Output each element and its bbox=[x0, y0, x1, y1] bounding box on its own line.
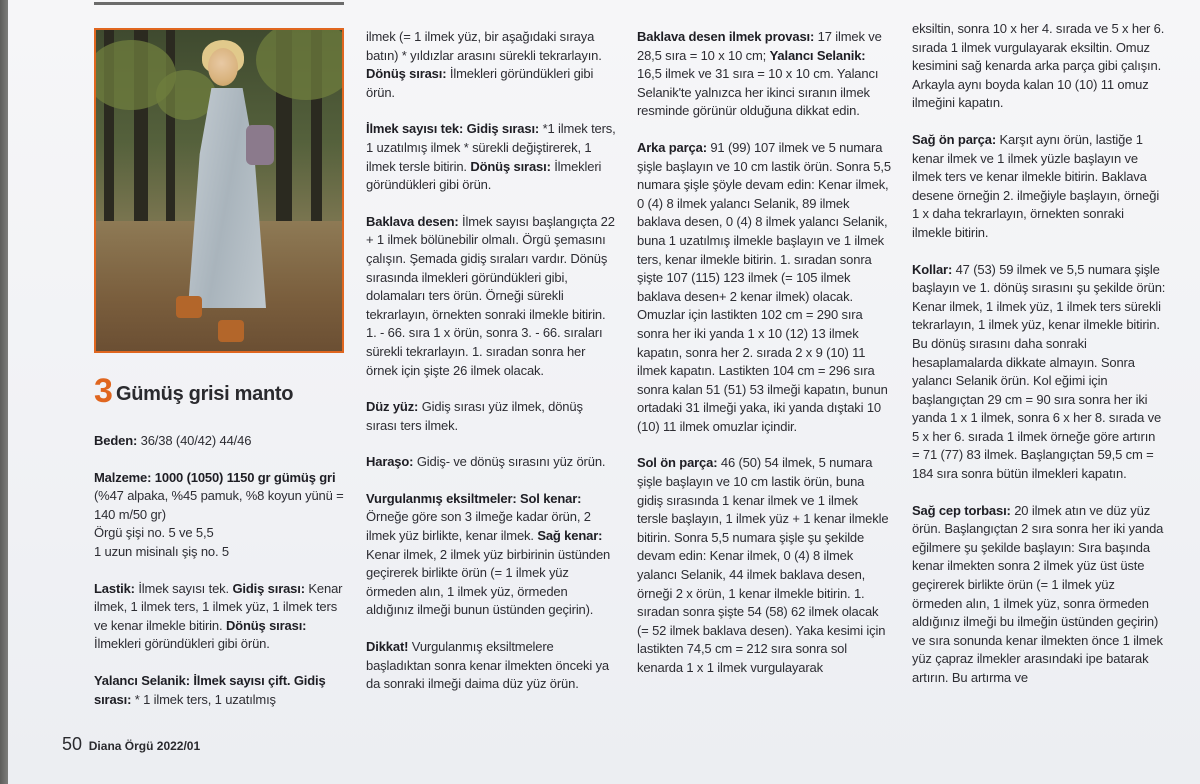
gauge-paragraph: Baklava desen ilmek provası: 17 ilmek ve 28,5 sıra = 10 x 10 cm; Yalancı Selanik: 16,5 ilmek ve 31 sıra = 10 x 10 cm. Yalancı Selanik'te yalnızca her ikinci sıranın ilmek resminde görünür olduğuna dikkat edin. bbox=[637, 29, 882, 119]
sleeves-paragraph: Kollar: 47 (53) 59 ilmek ve 5,5 numara şişle başlayın ve 1. dönüş sırasını şu şekilde örün: Kenar ilmek, 1 ilmek yüz, 1 ilmek ters sürekli tekrarlayın, 1 ilmek yüz, kenar ilmekle bitirin. Bu dönüş sırasını daha sonraki hesaplamalarda dikkate almayın. Sonra yalancı Selanik örün. Kol eğimi için başlangıçtan 29 cm = 90 sıra sonra her iki yanda 1 x 1 ilmek, sonra 6 x her 8. sırada ve 5 x her 6. sırada 1 ilmek örneğe göre artırın = 71 (77) 83 ilmek. Başlangıçtan 59,5 cm = 184 sıra sonra bütün ilmekleri kapatın. bbox=[912, 261, 1166, 482]
right-front-paragraph: Sağ ön parça: Karşıt aynı örün, lastiğe 1 kenar ilmek ve 1 ilmek yüzle başlayın ve ilmek ters ve kenar ilmekle bitirin. Baklava desene örneğin 2. ilmeğiyle başlayın, örneği 1 x daha tekrarlayın, örnekten sonraki ilmekle bitirin. bbox=[912, 131, 1160, 240]
attention-paragraph: Dikkat! Vurgulanmış eksiltmelere başladıktan sonra kenar ilmekten önceki ya da sonraki ilmeği daima düz yüz örün. bbox=[366, 639, 610, 692]
pattern-number: 3 bbox=[94, 372, 113, 410]
material-paragraph: Malzeme: 1000 (1050) 1150 gr gümüş gri (%47 alpaka, %45 pamuk, %8 koyun yünü = 140 m/50 gr) Örgü şişi no. 5 ve 5,5 1 uzun misinalı şiş no. 5 bbox=[94, 469, 344, 559]
column-1 bbox=[94, 432, 344, 727]
garter-paragraph: Haraşo: Gidiş- ve dönüş sırasını yüz örün. bbox=[366, 454, 606, 470]
back-piece-paragraph: Arka parça: 91 (99) 107 ilmek ve 5 numara şişle başlayın ve 10 cm lastik örün. Sonra 5,5 numara şişle şöyle devam edin: Kenar ilmek, 0 (4) 8 ilmek yalancı Selanik, 89 ilmek baklava desen, 0 (4) 8 ilmek yalancı Selanik, buna 1 uzatılmış ilmekle başlayın ve 1 ilmek ters, kenar ilmekle bitirin. 1. sıradan sonra şişte 107 (115) 123 ilmek (= 105 ilmek baklava desen+ 2 kenar ilmek) olacak. Omuzlar için lastikten 102 cm = 290 sıra sonra her iki yanda 1 x 10 (12) 13 ilmek kapatın, sonra her 2. sırada 2 x 9 (10) 11 ilmek kapatın. Lastikten 104 cm = 296 sıra sonra kalan 51 (51) 53 ilmeği kapatın, bunun ortadaki 31 ilmeği yaka, iki yanda dıştaki 10 (10) 11 ilmek omuzlar içindir. bbox=[637, 139, 891, 434]
column-3 bbox=[637, 28, 891, 696]
odd-stitch-paragraph: İlmek sayısı tek: Gidiş sırası: *1 ilmek ters, 1 uzatılmış ilmek * sürekli değiştirerek, 1 ilmek tersle bitirin. Dönüş sırası: İlmekleri göründükleri gibi örün. bbox=[366, 121, 616, 193]
column-4 bbox=[912, 20, 1166, 706]
false-selanik-paragraph: Yalancı Selanik: İlmek sayısı çift. Gidiş sırası: * 1 ilmek ters, 1 uzatılmış bbox=[94, 672, 326, 707]
publication-name: Diana Örgü 2022/01 bbox=[88, 739, 201, 753]
top-rule bbox=[94, 2, 344, 5]
left-front-paragraph: Sol ön parça: 46 (50) 54 ilmek, 5 numara şişle başlayın ve 10 cm lastik örün, buna gidiş sırasında 1 kenar ilmek ve 1 ilmek tersle başlayın, 1 ilmek yüz + 1 kenar ilmekle bitirin. Sonra 5,5 numara şişle şu şekilde devam edin: Kenar ilmek, 0 (4) 8 ilmek yalancı Selanik, 44 ilmek baklava desen, örneği 2 x örün, 1 kenar ilmekle bitirin. 1. sıradan sonra şişte 54 (58) 62 ilmek olacak (= 52 ilmek baklava desen). Yaka kesimi için lastikten 74,5 cm = 212 sıra sonra sol kenarda 1 x 1 ilmek vurgulayarak bbox=[637, 455, 889, 675]
column-2 bbox=[366, 28, 616, 712]
page-number: 50 bbox=[62, 734, 83, 754]
diamond-pattern-paragraph: Baklava desen: İlmek sayısı başlangıçta 22 + 1 ilmek bölünebilir olmalı. Örgü şemasını çalışın. Şemada gidiş sıraları vardır. Dönüş sırasında ilmekleri göründükleri gibi, dolamaları ters örün. Örneği sürekli tekrarlayın, örnekten sonraki ilmekle bitirin. 1. - 66. sıra 1 x örün, sonra 3. - 66. sıraları sürekli tekrarlayın. 1. sıradan sonra her örnek için şişte 26 ilmek olacak. bbox=[366, 213, 615, 378]
decrease-paragraph: Vurgulanmış eksiltmeler: Sol kenar: Örneğe göre son 3 ilmeğe kadar örün, 2 ilmek yüz birlikte, kenar ilmek. Sağ kenar: Kenar ilmek, 2 ilmek yüz birbirinin üstünden geçirerek birlikte örün (= 1 ilmek yüz örmeden alın, 1 ilmek yüz, örmeden aldığınız ilmeği bunun üstünden geçirin). bbox=[366, 490, 611, 618]
pattern-title: Gümüş grisi manto bbox=[116, 383, 294, 405]
pocket-paragraph: Sağ cep torbası: 20 ilmek atın ve düz yüz örün. Başlangıçtan 2 sıra sonra her iki yanda eğilmere şu şekilde başlayın: Sıra başında kenar ilmekten sonra 2 ilmek yüz üst üste geçirerek birlikte örün (= 1 ilmek yüz örmeden alın, 1 ilmek yüz, sonra örmeden aldığınız ilmeği bu ilmeğin üstünden geçirin) ve sıra sonunda kenar ilmekten önce 1 ilmek yüz çapraz ilmekler arasındaki ipe batarak artırın. Bu artırma ve bbox=[912, 502, 1164, 685]
stockinette-paragraph: Düz yüz: Gidiş sırası yüz ilmek, dönüş sırası ters ilmek. bbox=[366, 399, 583, 433]
page-footer bbox=[62, 734, 200, 755]
paragraph-continued: ilmek (= 1 ilmek yüz, bir aşağıdaki sıraya batın) * yıldızlar arasını sürekli tekrarlayın. Dönüş sırası: İlmekleri göründükleri gibi örün. bbox=[366, 29, 602, 100]
coat-photo bbox=[94, 28, 344, 353]
size-paragraph: Beden: 36/38 (40/42) 44/46 bbox=[94, 433, 252, 448]
rib-paragraph: Lastik: İlmek sayısı tek. Gidiş sırası: Kenar ilmek, 1 ilmek ters, 1 ilmek yüz, 1 ilmek ters ve kenar ilmekle bitirin. Dönüş sırası: İlmekleri göründükleri gibi örün. bbox=[94, 580, 343, 652]
paragraph-continued-2: eksiltin, sonra 10 x her 4. sırada ve 5 x her 6. sırada 1 ilmek vurgulayarak eksiltin. Omuz kesimini sağ kenarda arka parça gibi çalışın. Arkayla aynı boyda kalan 10 (10) 11 omuz ilmeğini kapatın. bbox=[912, 21, 1165, 111]
magazine-page bbox=[8, 0, 1200, 784]
